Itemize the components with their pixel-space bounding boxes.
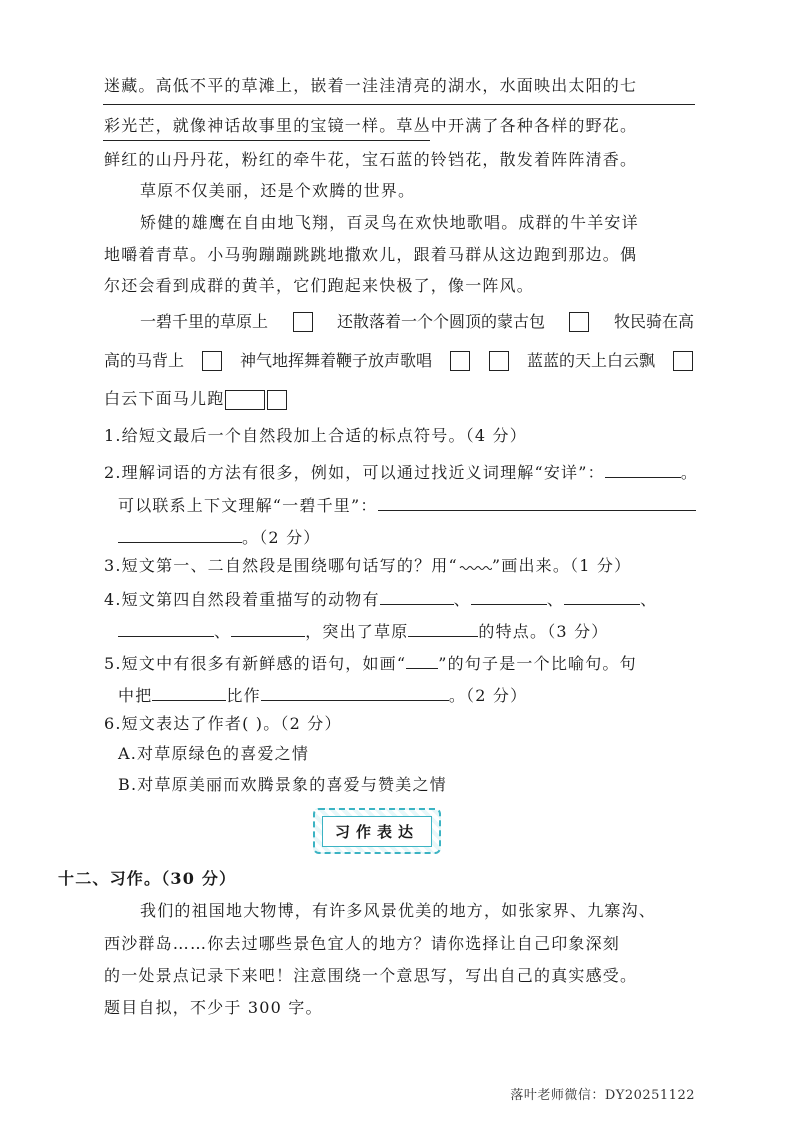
punctuation-box[interactable] bbox=[673, 351, 693, 371]
passage-line: 尔还会看到成群的黄羊，它们跑起来快极了，像一阵风。 bbox=[104, 276, 535, 295]
section-banner-title: 习作表达 bbox=[322, 816, 432, 847]
punctuation-box[interactable] bbox=[293, 312, 313, 332]
punctuation-box[interactable] bbox=[225, 390, 265, 410]
wavy-line-icon bbox=[458, 553, 492, 571]
passage-fragment: 神气地挥舞着鞭子放声歌唱 bbox=[239, 351, 432, 370]
question-text: 的特点。（3 分） bbox=[478, 622, 609, 641]
question-2-line-3 bbox=[118, 524, 320, 550]
question-text: 可以联系上下文理解“一碧千里”： bbox=[118, 496, 378, 515]
punctuation-line-1 bbox=[140, 309, 694, 335]
underline-rule bbox=[103, 140, 430, 141]
question-3 bbox=[104, 553, 631, 579]
question-5-line-2 bbox=[118, 682, 527, 708]
option-a[interactable]: A.对草原绿色的喜爱之情 bbox=[118, 744, 310, 763]
question-text: ，突出了草原 bbox=[305, 622, 409, 641]
punctuation-box[interactable] bbox=[450, 351, 470, 371]
answer-blank[interactable] bbox=[378, 492, 696, 511]
passage-line-text: 彩光芒，就像神话故事里的宝镜一样。草丛中开满了各种各样的野花。 bbox=[104, 116, 638, 135]
question-text: 2.理解词语的方法有很多，例如，可以通过找近义词理解“安详”： bbox=[104, 463, 605, 482]
passage-line bbox=[104, 114, 694, 140]
answer-blank[interactable] bbox=[605, 459, 681, 478]
question-4-line-2 bbox=[118, 618, 608, 644]
question-text: 、 bbox=[546, 590, 565, 609]
answer-blank[interactable] bbox=[408, 618, 478, 637]
underline-rule bbox=[103, 104, 695, 105]
punctuation-box[interactable] bbox=[569, 312, 589, 332]
question-5 bbox=[104, 650, 637, 676]
passage-line: 地嚼着青草。小马驹蹦蹦跳跳地撒欢儿，跟着马群从这边跑到那边。偶 bbox=[104, 245, 638, 264]
punctuation-box[interactable] bbox=[202, 351, 222, 371]
question-4 bbox=[104, 586, 657, 612]
answer-blank[interactable] bbox=[118, 618, 214, 637]
answer-blank[interactable] bbox=[261, 682, 449, 701]
passage-fragment: 一碧千里的草原上 bbox=[140, 312, 269, 331]
punctuation-line-2 bbox=[104, 348, 694, 374]
punctuation-line-3 bbox=[104, 387, 288, 413]
question-text: 5.短文中有很多有新鲜感的语句，如画“ bbox=[104, 654, 407, 673]
answer-blank[interactable] bbox=[231, 618, 305, 637]
question-text: 、 bbox=[453, 590, 471, 609]
question-text: ”的句子是一个比喻句。句 bbox=[438, 654, 637, 673]
composition-line: 的一处景点记录下来吧！注意围绕一个意思写，写出自己的真实感受。 bbox=[104, 966, 638, 985]
passage-fragment: 高的马背上 bbox=[104, 351, 185, 370]
question-2 bbox=[104, 459, 698, 485]
question-text: 比作 bbox=[226, 686, 261, 705]
question-text: 3.短文第一、二自然段是围绕哪句话写的？用“ bbox=[104, 556, 458, 575]
question-2-line-2 bbox=[118, 492, 696, 518]
composition-line: 题目自拟，不少于 300 字。 bbox=[104, 998, 323, 1017]
question-1: 1.给短文最后一个自然段加上合适的标点符号。（4 分） bbox=[104, 426, 527, 445]
question-text: 。（2 分） bbox=[242, 528, 321, 547]
question-text: 、 bbox=[640, 590, 658, 609]
passage-line: 矫健的雄鹰在自由地飞翔，百灵鸟在欢快地歌唱。成群的牛羊安详 bbox=[140, 213, 639, 232]
composition-heading: 十二、习作。（30 分） bbox=[58, 869, 237, 888]
question-text: 。（2 分） bbox=[448, 686, 528, 705]
passage-fragment: 白云下面马儿跑 bbox=[104, 389, 225, 408]
passage-line: 草原不仅美丽，还是个欢腾的世界。 bbox=[140, 181, 416, 200]
answer-blank[interactable] bbox=[564, 586, 640, 605]
passage-line: 鲜红的山丹丹花，粉红的牵牛花，宝石蓝的铃铛花，散发着阵阵清香。 bbox=[104, 150, 638, 169]
answer-blank[interactable] bbox=[118, 524, 242, 543]
passage-fragment: 蓝蓝的天上白云飘 bbox=[526, 351, 655, 370]
question-text: 。 bbox=[680, 463, 699, 482]
question-6: 6.短文表达了作者( )。（2 分） bbox=[104, 714, 342, 733]
answer-blank[interactable] bbox=[406, 650, 438, 669]
passage-fragment: 还散落着一个个圆顶的蒙古包 bbox=[336, 312, 545, 331]
question-text: 4.短文第四自然段着重描写的动物有 bbox=[104, 590, 380, 609]
question-text: ”画出来。（1 分） bbox=[491, 556, 632, 575]
answer-blank[interactable] bbox=[471, 586, 547, 605]
composition-line: 我们的祖国地大物博，有许多风景优美的地方，如张家界、九寨沟、 bbox=[140, 901, 657, 920]
question-text: 中把 bbox=[118, 686, 153, 705]
passage-fragment: 牧民骑在高 bbox=[613, 312, 694, 331]
question-text: 、 bbox=[214, 622, 232, 641]
answer-blank[interactable] bbox=[152, 682, 226, 701]
option-b[interactable]: B.对草原美丽而欢腾景象的喜爱与赞美之情 bbox=[118, 775, 447, 794]
punctuation-box[interactable] bbox=[267, 390, 287, 410]
passage-line: 迷藏。高低不平的草滩上，嵌着一洼洼清亮的湖水，水面映出太阳的七 bbox=[104, 76, 638, 95]
punctuation-box[interactable] bbox=[489, 351, 509, 371]
section-banner bbox=[313, 808, 441, 854]
footer-watermark: 落叶老师微信：DY20251122 bbox=[510, 1088, 695, 1103]
composition-line: 西沙群岛……你去过哪些景色宜人的地方？请你选择让自己印象深刻 bbox=[104, 934, 621, 953]
answer-blank[interactable] bbox=[380, 586, 454, 605]
